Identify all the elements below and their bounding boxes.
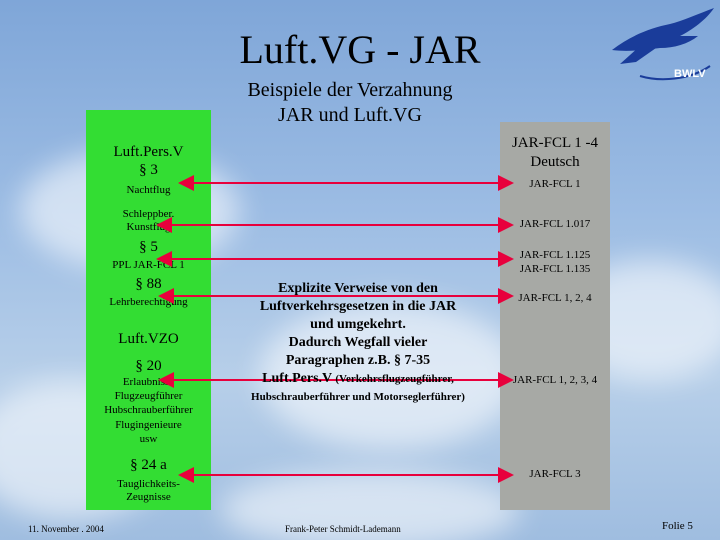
jar-header-deutsch: Deutsch bbox=[530, 154, 580, 170]
paragraph-3: § 3 bbox=[139, 162, 158, 178]
jar-ref-3a: JAR-FCL 1.125 bbox=[519, 249, 591, 261]
jar-header: JAR-FCL 1 -4 bbox=[511, 135, 599, 151]
subtitle-line: Beispiele der Verzahnung bbox=[247, 79, 453, 101]
slide-title: Luft.VG - JAR bbox=[239, 27, 481, 72]
footer-date: 11. November . 2004 bbox=[28, 524, 104, 534]
explanation-line: Luftverkehrsgesetzen in die JAR bbox=[259, 299, 457, 314]
explanation-note: (Verkehrsflugzeugführer, bbox=[335, 373, 454, 385]
luftpersv-heading: Luft.Pers.V bbox=[113, 144, 184, 160]
logo-text: BWLV bbox=[674, 68, 706, 80]
explanation-line: und umgekehrt. bbox=[310, 317, 406, 332]
explanation-line bbox=[228, 370, 488, 388]
explanation-line: Dadurch Wegfall vieler bbox=[288, 335, 428, 350]
paragraph-24a: § 24 a bbox=[130, 457, 167, 473]
ppl-label: PPL JAR-FCL 1 bbox=[112, 259, 185, 271]
jar-ref-3b: JAR-FCL 1.135 bbox=[519, 263, 591, 275]
explanation-luftpersv: Luft.Pers.V bbox=[262, 371, 332, 386]
luftvzo-heading: Luft.VZO bbox=[118, 331, 179, 347]
explanation-text bbox=[228, 280, 488, 406]
nachtflug-label: Nachtflug bbox=[126, 184, 171, 196]
flugingenieure-label: Flugingenieure bbox=[115, 419, 182, 431]
jar-ref-5: JAR-FCL 1, 2, 3, 4 bbox=[512, 374, 598, 386]
hubschrauberfuehrer-label: Hubschrauberführer bbox=[104, 404, 193, 416]
jar-ref-6: JAR-FCL 3 bbox=[529, 468, 581, 480]
kunstflug-label: Kunstflug bbox=[126, 221, 171, 233]
jar-ref-4: JAR-FCL 1, 2, 4 bbox=[518, 292, 592, 304]
tauglichkeits-label: Tauglichkeits- bbox=[117, 478, 180, 490]
usw-label: usw bbox=[139, 433, 158, 445]
zeugnisse-label: Zeugnisse bbox=[126, 491, 171, 503]
paragraph-88: § 88 bbox=[135, 276, 162, 292]
footer-author: Frank-Peter Schmidt-Lademann bbox=[285, 524, 401, 534]
paragraph-20: § 20 bbox=[135, 358, 162, 374]
jar-ref-1: JAR-FCL 1 bbox=[529, 178, 581, 190]
explanation-line: Paragraphen z.B. § 7-35 bbox=[285, 353, 431, 368]
explanation-line: Hubschrauberführer und Motorseglerführer) bbox=[251, 391, 465, 403]
jar-ref-2: JAR-FCL 1.017 bbox=[519, 218, 591, 230]
subtitle-line: JAR und Luft.VG bbox=[278, 104, 422, 126]
footer-slide-number: Folie 5 bbox=[662, 520, 693, 532]
paragraph-5: § 5 bbox=[139, 239, 158, 255]
flugzeugfuehrer-label: Flugzeugführer bbox=[114, 390, 183, 402]
schleppber-label: Schleppber. bbox=[122, 208, 175, 220]
erlaubnisse-label: Erlaubnisse bbox=[122, 376, 175, 388]
explanation-line: Explizite Verweise von den bbox=[278, 281, 438, 296]
lehrberechtigung-label: Lehrberechtigung bbox=[109, 296, 188, 308]
